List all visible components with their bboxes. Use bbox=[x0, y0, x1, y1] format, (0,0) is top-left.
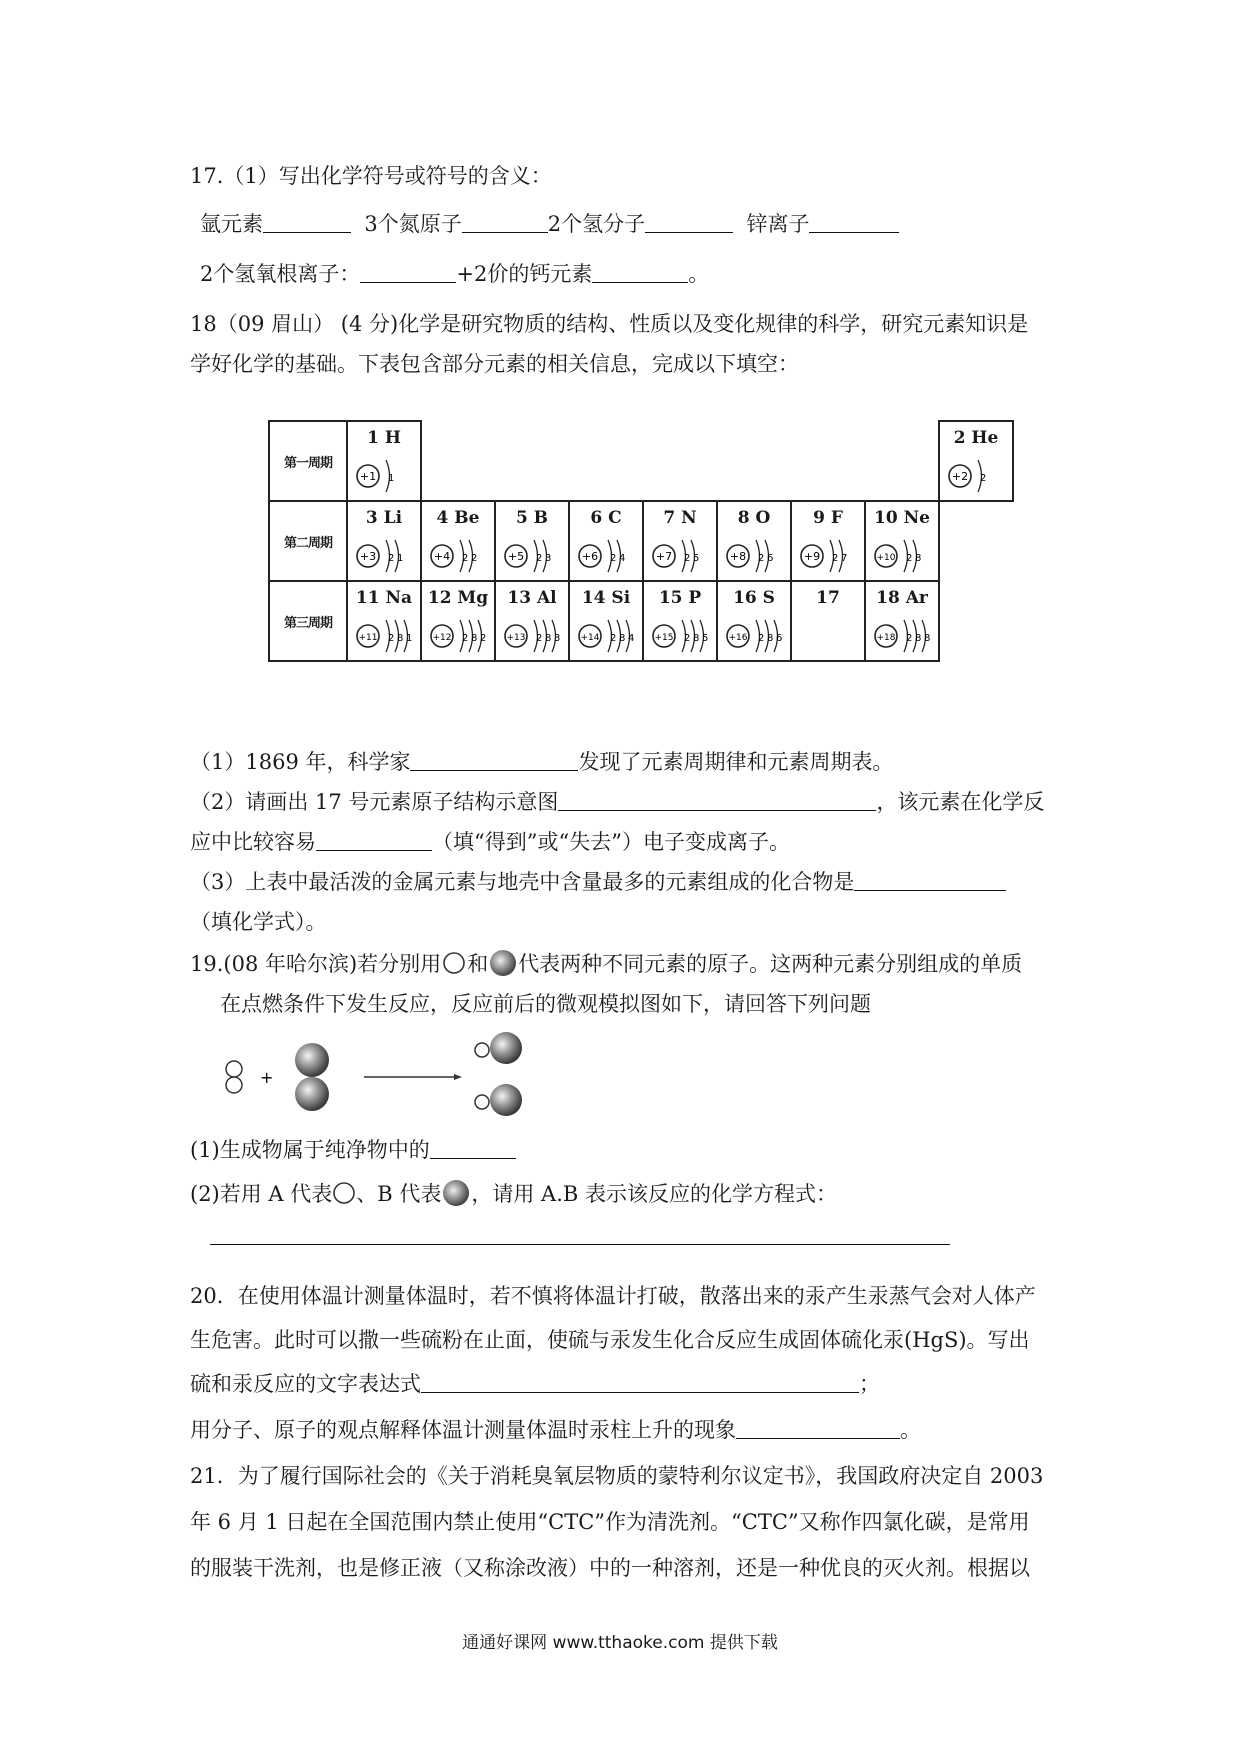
electron-count: 5 bbox=[693, 553, 700, 564]
q17-zn-blank[interactable] bbox=[809, 212, 899, 233]
q17-argon-label: 氩元素 bbox=[200, 212, 263, 236]
q20-expression-blank[interactable] bbox=[421, 1372, 859, 1393]
white-atom-icon bbox=[441, 951, 467, 975]
q18-sub2 bbox=[190, 788, 1044, 816]
electron-count: 6 bbox=[767, 553, 774, 564]
q17-row2 bbox=[200, 260, 709, 288]
electron-count: 8 bbox=[915, 553, 922, 564]
nuclear-charge: +1 bbox=[359, 470, 377, 483]
element-symbol: 6 C bbox=[590, 508, 622, 528]
q18-sub3-cont: （填化学式）。 bbox=[190, 910, 327, 934]
electron-count: 2 bbox=[758, 553, 765, 564]
q17-n3-label: 3个氮原子 bbox=[364, 212, 462, 236]
element-symbol: 5 B bbox=[515, 508, 549, 528]
nuclear-charge: +7 bbox=[655, 550, 673, 563]
q20-explain-blank[interactable] bbox=[736, 1418, 900, 1439]
electron-count: 2 bbox=[758, 633, 765, 644]
atom-structure-icon bbox=[502, 532, 564, 576]
element-o bbox=[717, 501, 791, 581]
q18-gain-lose-blank[interactable] bbox=[316, 830, 432, 851]
element-symbol: 1 H bbox=[367, 428, 401, 448]
atom-structure-icon bbox=[946, 452, 1008, 496]
nuclear-charge: +2 bbox=[951, 470, 969, 483]
electron-count: 2 bbox=[610, 633, 617, 644]
element-symbol: 11 Na bbox=[355, 588, 413, 608]
periodic-table bbox=[268, 420, 1014, 662]
atom-structure-icon bbox=[650, 532, 712, 576]
q19-sub2-text-c: ，请用 A.B 表示该反应的化学方程式： bbox=[471, 1182, 837, 1206]
element-b bbox=[495, 501, 569, 581]
grey-atom-icon bbox=[441, 1178, 471, 1208]
electron-count: 2 bbox=[536, 553, 543, 564]
electron-count: 2 bbox=[480, 633, 487, 644]
q20-line4 bbox=[190, 1416, 921, 1444]
q17-ca-label: +2价的钙元素 bbox=[456, 262, 593, 286]
period-3-label: 第三周期 bbox=[269, 581, 347, 661]
atom-structure-icon bbox=[502, 612, 564, 656]
q20-line2: 生危害。此时可以撒一些硫粉在止面，使硫与汞发生化合反应生成固体硫化汞(HgS)。写出 bbox=[190, 1328, 1030, 1352]
q18-sub1-text-b: 发现了元素周期律和元素周期表。 bbox=[578, 750, 894, 774]
nuclear-charge: +8 bbox=[729, 550, 747, 563]
electron-count: 1 bbox=[388, 473, 395, 484]
table-gap bbox=[421, 421, 939, 501]
period-2-label: 第二周期 bbox=[269, 501, 347, 581]
electron-count: 7 bbox=[841, 553, 848, 564]
q19-sub2-text-b: 、B 代表 bbox=[356, 1182, 442, 1206]
element-symbol: 13 Al bbox=[507, 588, 557, 608]
q18-sub3-text-a: （3）上表中最活泼的金属元素与地壳中含量最多的元素组成的化合物是 bbox=[190, 870, 855, 894]
nuclear-charge: +15 bbox=[654, 633, 674, 643]
electron-count: 1 bbox=[406, 633, 413, 644]
element-symbol: 7 N bbox=[663, 508, 697, 528]
page-footer: 通通好课网 www.tthaoke.com 提供下载 bbox=[462, 1633, 778, 1653]
q17-heading: 17.（1）写出化学符号或符号的含义： bbox=[190, 164, 552, 188]
element-h bbox=[347, 421, 421, 501]
q21-line3: 的服装干洗剂，也是修正液（又称涂改液）中的一种溶剂，还是一种优良的灭火剂。根据以 bbox=[190, 1556, 1030, 1580]
atom-structure-icon bbox=[354, 452, 416, 496]
atom-structure-icon bbox=[798, 532, 860, 576]
element-p bbox=[643, 581, 717, 661]
q18-sub1 bbox=[190, 748, 893, 776]
q20-line3-text: 硫和汞反应的文字表达式 bbox=[190, 1372, 421, 1396]
electron-count: 2 bbox=[536, 633, 543, 644]
q18-sub2-text-b: ，该元素在化学反 bbox=[876, 790, 1045, 814]
atom-structure-icon bbox=[354, 612, 416, 656]
electron-count: 2 bbox=[462, 633, 469, 644]
q17-argon-blank[interactable] bbox=[263, 212, 351, 233]
q19-sub2 bbox=[190, 1178, 837, 1208]
atom-structure-icon bbox=[354, 532, 416, 576]
electron-count: 6 bbox=[776, 633, 783, 644]
atom-structure-icon bbox=[650, 612, 712, 656]
q20-line4-end: 。 bbox=[900, 1418, 921, 1442]
atom-structure-icon bbox=[724, 532, 786, 576]
reaction-arrow-icon bbox=[364, 1074, 462, 1080]
q19-sub2-text-a: (2)若用 A 代表 bbox=[190, 1182, 333, 1206]
q18-sub2-text-c: 应中比较容易 bbox=[190, 830, 316, 854]
element-ar bbox=[865, 581, 939, 661]
electron-count: 2 bbox=[462, 553, 469, 564]
nuclear-charge: +18 bbox=[876, 633, 896, 643]
q20-line3 bbox=[190, 1370, 880, 1398]
electron-count: 1 bbox=[397, 553, 404, 564]
nuclear-charge: +3 bbox=[359, 550, 377, 563]
electron-count: 8 bbox=[397, 633, 404, 644]
element-li bbox=[347, 501, 421, 581]
element-n bbox=[643, 501, 717, 581]
q17-oh-blank[interactable] bbox=[360, 262, 456, 283]
q19-text-a: 19.(08 年哈尔滨)若分别用 bbox=[190, 952, 442, 976]
element-symbol: 3 Li bbox=[365, 508, 403, 528]
electron-count: 8 bbox=[545, 633, 552, 644]
element-si bbox=[569, 581, 643, 661]
element-c bbox=[569, 501, 643, 581]
element-symbol: 12 Mg bbox=[427, 588, 489, 608]
electron-count: 2 bbox=[980, 473, 987, 484]
atom-structure-icon bbox=[872, 532, 934, 576]
nuclear-charge: +14 bbox=[580, 633, 600, 643]
electron-count: 2 bbox=[684, 553, 691, 564]
electron-count: 2 bbox=[388, 553, 395, 564]
nuclear-charge: +16 bbox=[728, 633, 748, 643]
q18-line1: 18（09 眉山） (4 分)化学是研究物质的结构、性质以及变化规律的科学，研究元素知识是 bbox=[190, 312, 1029, 336]
q19-text-b: 和 bbox=[467, 952, 489, 976]
q20-line4-text: 用分子、原子的观点解释体温计测量体温时汞柱上升的现象 bbox=[190, 1418, 736, 1442]
nuclear-charge: +13 bbox=[506, 633, 526, 643]
element-cl bbox=[791, 581, 865, 661]
q18-diagram-blank[interactable] bbox=[558, 790, 876, 811]
q18-sub3 bbox=[190, 868, 1006, 896]
product-molecules bbox=[470, 1024, 540, 1136]
q19-text-c: 代表两种不同元素的原子。这两种元素分别组成的单质 bbox=[518, 952, 1023, 976]
electron-count: 8 bbox=[693, 633, 700, 644]
electron-count: 8 bbox=[924, 633, 931, 644]
electron-count: 8 bbox=[767, 633, 774, 644]
element-symbol: 4 Be bbox=[436, 508, 480, 528]
element-symbol: 2 He bbox=[953, 428, 999, 448]
q18-sub1-text-a: （1）1869 年，科学家 bbox=[190, 750, 411, 774]
electron-count: 8 bbox=[915, 633, 922, 644]
atom-structure-icon bbox=[576, 532, 638, 576]
element-symbol: 14 Si bbox=[581, 588, 631, 608]
element-symbol: 8 O bbox=[737, 508, 771, 528]
electron-count: 3 bbox=[545, 553, 552, 564]
nuclear-charge: +12 bbox=[432, 633, 452, 643]
element-al bbox=[495, 581, 569, 661]
electron-count: 2 bbox=[388, 633, 395, 644]
q17-h2-label: 2个氢分子 bbox=[547, 212, 646, 236]
element-ne bbox=[865, 501, 939, 581]
element-symbol: 15 P bbox=[658, 588, 702, 608]
nuclear-charge: +5 bbox=[507, 550, 525, 563]
q21-line2: 年 6 月 1 日起在全国范围内禁止使用“CTC”作为清洗剂。“CTC”又称作四氯化碳，是常用 bbox=[190, 1510, 1030, 1534]
q20-line3-end: ； bbox=[859, 1372, 880, 1396]
white-atom-icon bbox=[332, 1181, 356, 1205]
product-molecule-icon bbox=[475, 1032, 522, 1064]
product-svg bbox=[470, 1024, 540, 1136]
q19-line2: 在点燃条件下发生反应，反应前后的微观模拟图如下，请回答下列问题 bbox=[220, 992, 871, 1016]
atom-structure-icon bbox=[724, 612, 786, 656]
atom-structure-icon bbox=[872, 612, 934, 656]
q18-scientist-blank[interactable] bbox=[410, 750, 578, 771]
electron-count: 2 bbox=[684, 633, 691, 644]
q17-h2-blank[interactable] bbox=[645, 212, 733, 233]
atom-structure-icon bbox=[576, 612, 638, 656]
electron-count: 4 bbox=[619, 553, 626, 564]
q18-sub2-cont bbox=[190, 828, 790, 856]
q19-equation-blank[interactable] bbox=[210, 1244, 950, 1245]
plus-sign: + bbox=[260, 1068, 274, 1087]
element-mg bbox=[421, 581, 495, 661]
period-1-label: 第一周期 bbox=[269, 421, 347, 501]
electron-count: 8 bbox=[619, 633, 626, 644]
q18-sub2-text-a: （2）请画出 17 号元素原子结构示意图 bbox=[190, 790, 559, 814]
q17-zn-label: 锌离子 bbox=[746, 212, 810, 236]
electron-count: 2 bbox=[906, 633, 913, 644]
electron-count: 2 bbox=[832, 553, 839, 564]
element-symbol: 18 Ar bbox=[876, 588, 928, 608]
q17-row1 bbox=[200, 210, 899, 238]
element-he bbox=[939, 421, 1013, 501]
product-molecule-icon bbox=[475, 1084, 522, 1116]
element-f bbox=[791, 501, 865, 581]
electron-count: 4 bbox=[628, 633, 635, 644]
electron-count: 3 bbox=[554, 633, 561, 644]
q19-line1 bbox=[190, 948, 1022, 978]
nuclear-charge: +6 bbox=[581, 550, 599, 563]
nuclear-charge: +9 bbox=[803, 550, 821, 563]
grey-molecule-icon bbox=[295, 1043, 329, 1111]
element-s bbox=[717, 581, 791, 661]
element-symbol: 16 S bbox=[733, 588, 775, 608]
element-be bbox=[421, 501, 495, 581]
grey-atom-icon bbox=[488, 948, 518, 978]
q18-sub2-text-d: （填“得到”或“失去”）电子变成离子。 bbox=[432, 830, 790, 854]
nuclear-charge: +11 bbox=[358, 633, 378, 643]
element-symbol: 9 F bbox=[813, 508, 843, 528]
q18-line2: 学好化学的基础。下表包含部分元素的相关信息，完成以下填空： bbox=[190, 352, 799, 376]
q17-n3-blank[interactable] bbox=[462, 212, 548, 233]
element-symbol: 17 bbox=[816, 588, 840, 608]
q17-ca-blank[interactable] bbox=[592, 262, 688, 283]
electron-count: 8 bbox=[471, 633, 478, 644]
electron-count: 5 bbox=[702, 633, 709, 644]
atom-structure-icon bbox=[428, 532, 490, 576]
white-molecule-icon bbox=[226, 1061, 242, 1093]
q20-line1: 20．在使用体温计测量体温时，若不慎将体温计打破，散落出来的汞产生汞蒸气会对人体产 bbox=[190, 1284, 1036, 1308]
q17-oh-label: 2个氢氧根离子： bbox=[200, 262, 361, 286]
q19-sub1 bbox=[190, 1136, 516, 1164]
q18-formula-blank[interactable] bbox=[854, 870, 1006, 891]
electron-count: 2 bbox=[906, 553, 913, 564]
q19-class-blank[interactable] bbox=[430, 1138, 516, 1159]
q19-sub1-text: (1)生成物属于纯净物中的 bbox=[190, 1138, 430, 1162]
nuclear-charge: +10 bbox=[876, 553, 896, 563]
electron-count: 2 bbox=[610, 553, 617, 564]
electron-count: 2 bbox=[471, 553, 478, 564]
element-na bbox=[347, 581, 421, 661]
q17-end: 。 bbox=[688, 262, 710, 286]
element-symbol: 10 Ne bbox=[874, 508, 930, 528]
atom-structure-icon bbox=[428, 612, 490, 656]
nuclear-charge: +4 bbox=[433, 550, 451, 563]
q21-line1: 21．为了履行国际社会的《关于消耗臭氧层物质的蒙特利尔议定书》，我国政府决定自 2003 bbox=[190, 1464, 1044, 1488]
